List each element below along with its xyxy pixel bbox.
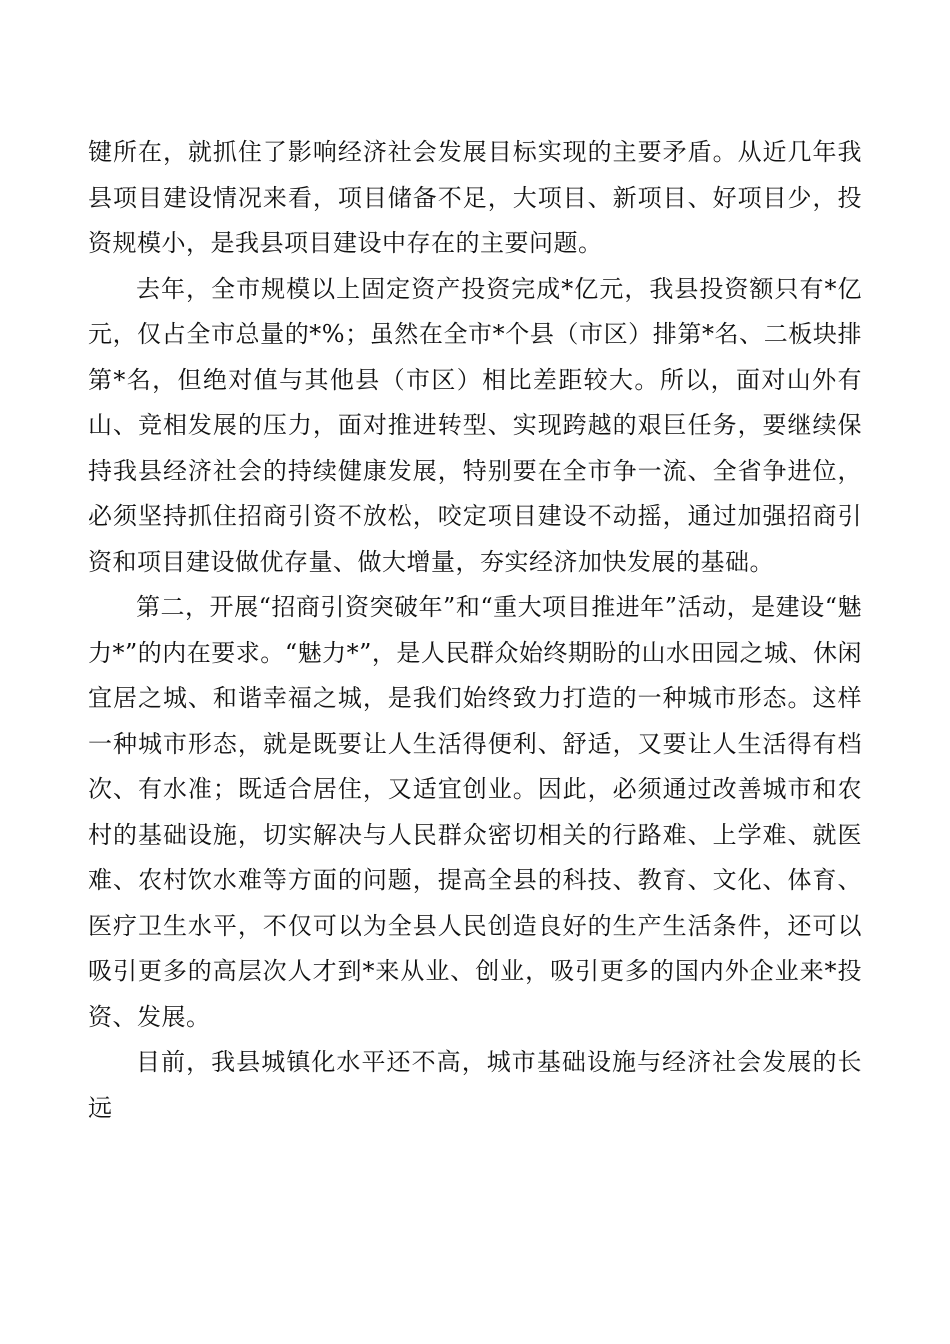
paragraph-continuation: 键所在，就抓住了影响经济社会发展目标实现的主要矛盾。从近几年我县项目建设情况来看，项目储备不足，大项目、新项目、好项目少，投资规模小，是我县项目建设中存在的主要问题。 <box>88 138 862 257</box>
paragraph-charm-city: 第二，开展“招商引资突破年”和“重大项目推进年”活动，是建设“魅力*”的内在要求。“魅力*”，是人民群众始终期盼的山水田园之城、休闲宜居之城、和谐幸福之城，是我们始终致力打造的一种城市形态。这样一种城市形态，就是既要让人生活得便利、舒适，又要让人生活得有档次、有水准；既适合居住，又适宜创业。因此，必须通过改善城市和农村的基础设施，切实解决与人民群众密切相关的行路难、上学难、就医难、农村饮水难等方面的问题，提高全县的科技、教育、文化、体育、医疗卫生水平，不仅可以为全县人民创造良好的生产生活条件，还可以吸引更多的高层次人才到*来从业、创业，吸引更多的国内外企业来*投资、发展。 <box>88 593 862 1031</box>
paragraph-urbanization: 目前，我县城镇化水平还不高，城市基础设施与经济社会发展的长远 <box>88 1048 862 1122</box>
paragraph-investment-gap: 去年，全市规模以上固定资产投资完成*亿元，我县投资额只有*亿元，仅占全市总量的*%；虽然在全市*个县（市区）排第*名、二板块排第*名，但绝对值与其他县（市区）相比差距较大。所以，面对山外有山、竞相发展的压力，面对推进转型、实现跨越的艰巨任务，要继续保持我县经济社会的持续健康发展，特别要在全市争一流、全省争进位，必须坚持抓住招商引资不放松，咬定项目建设不动摇，通过加强招商引资和项目建设做优存量、做大增量，夯实经济加快发展的基础。 <box>88 274 862 576</box>
document-page <box>88 130 862 1131</box>
